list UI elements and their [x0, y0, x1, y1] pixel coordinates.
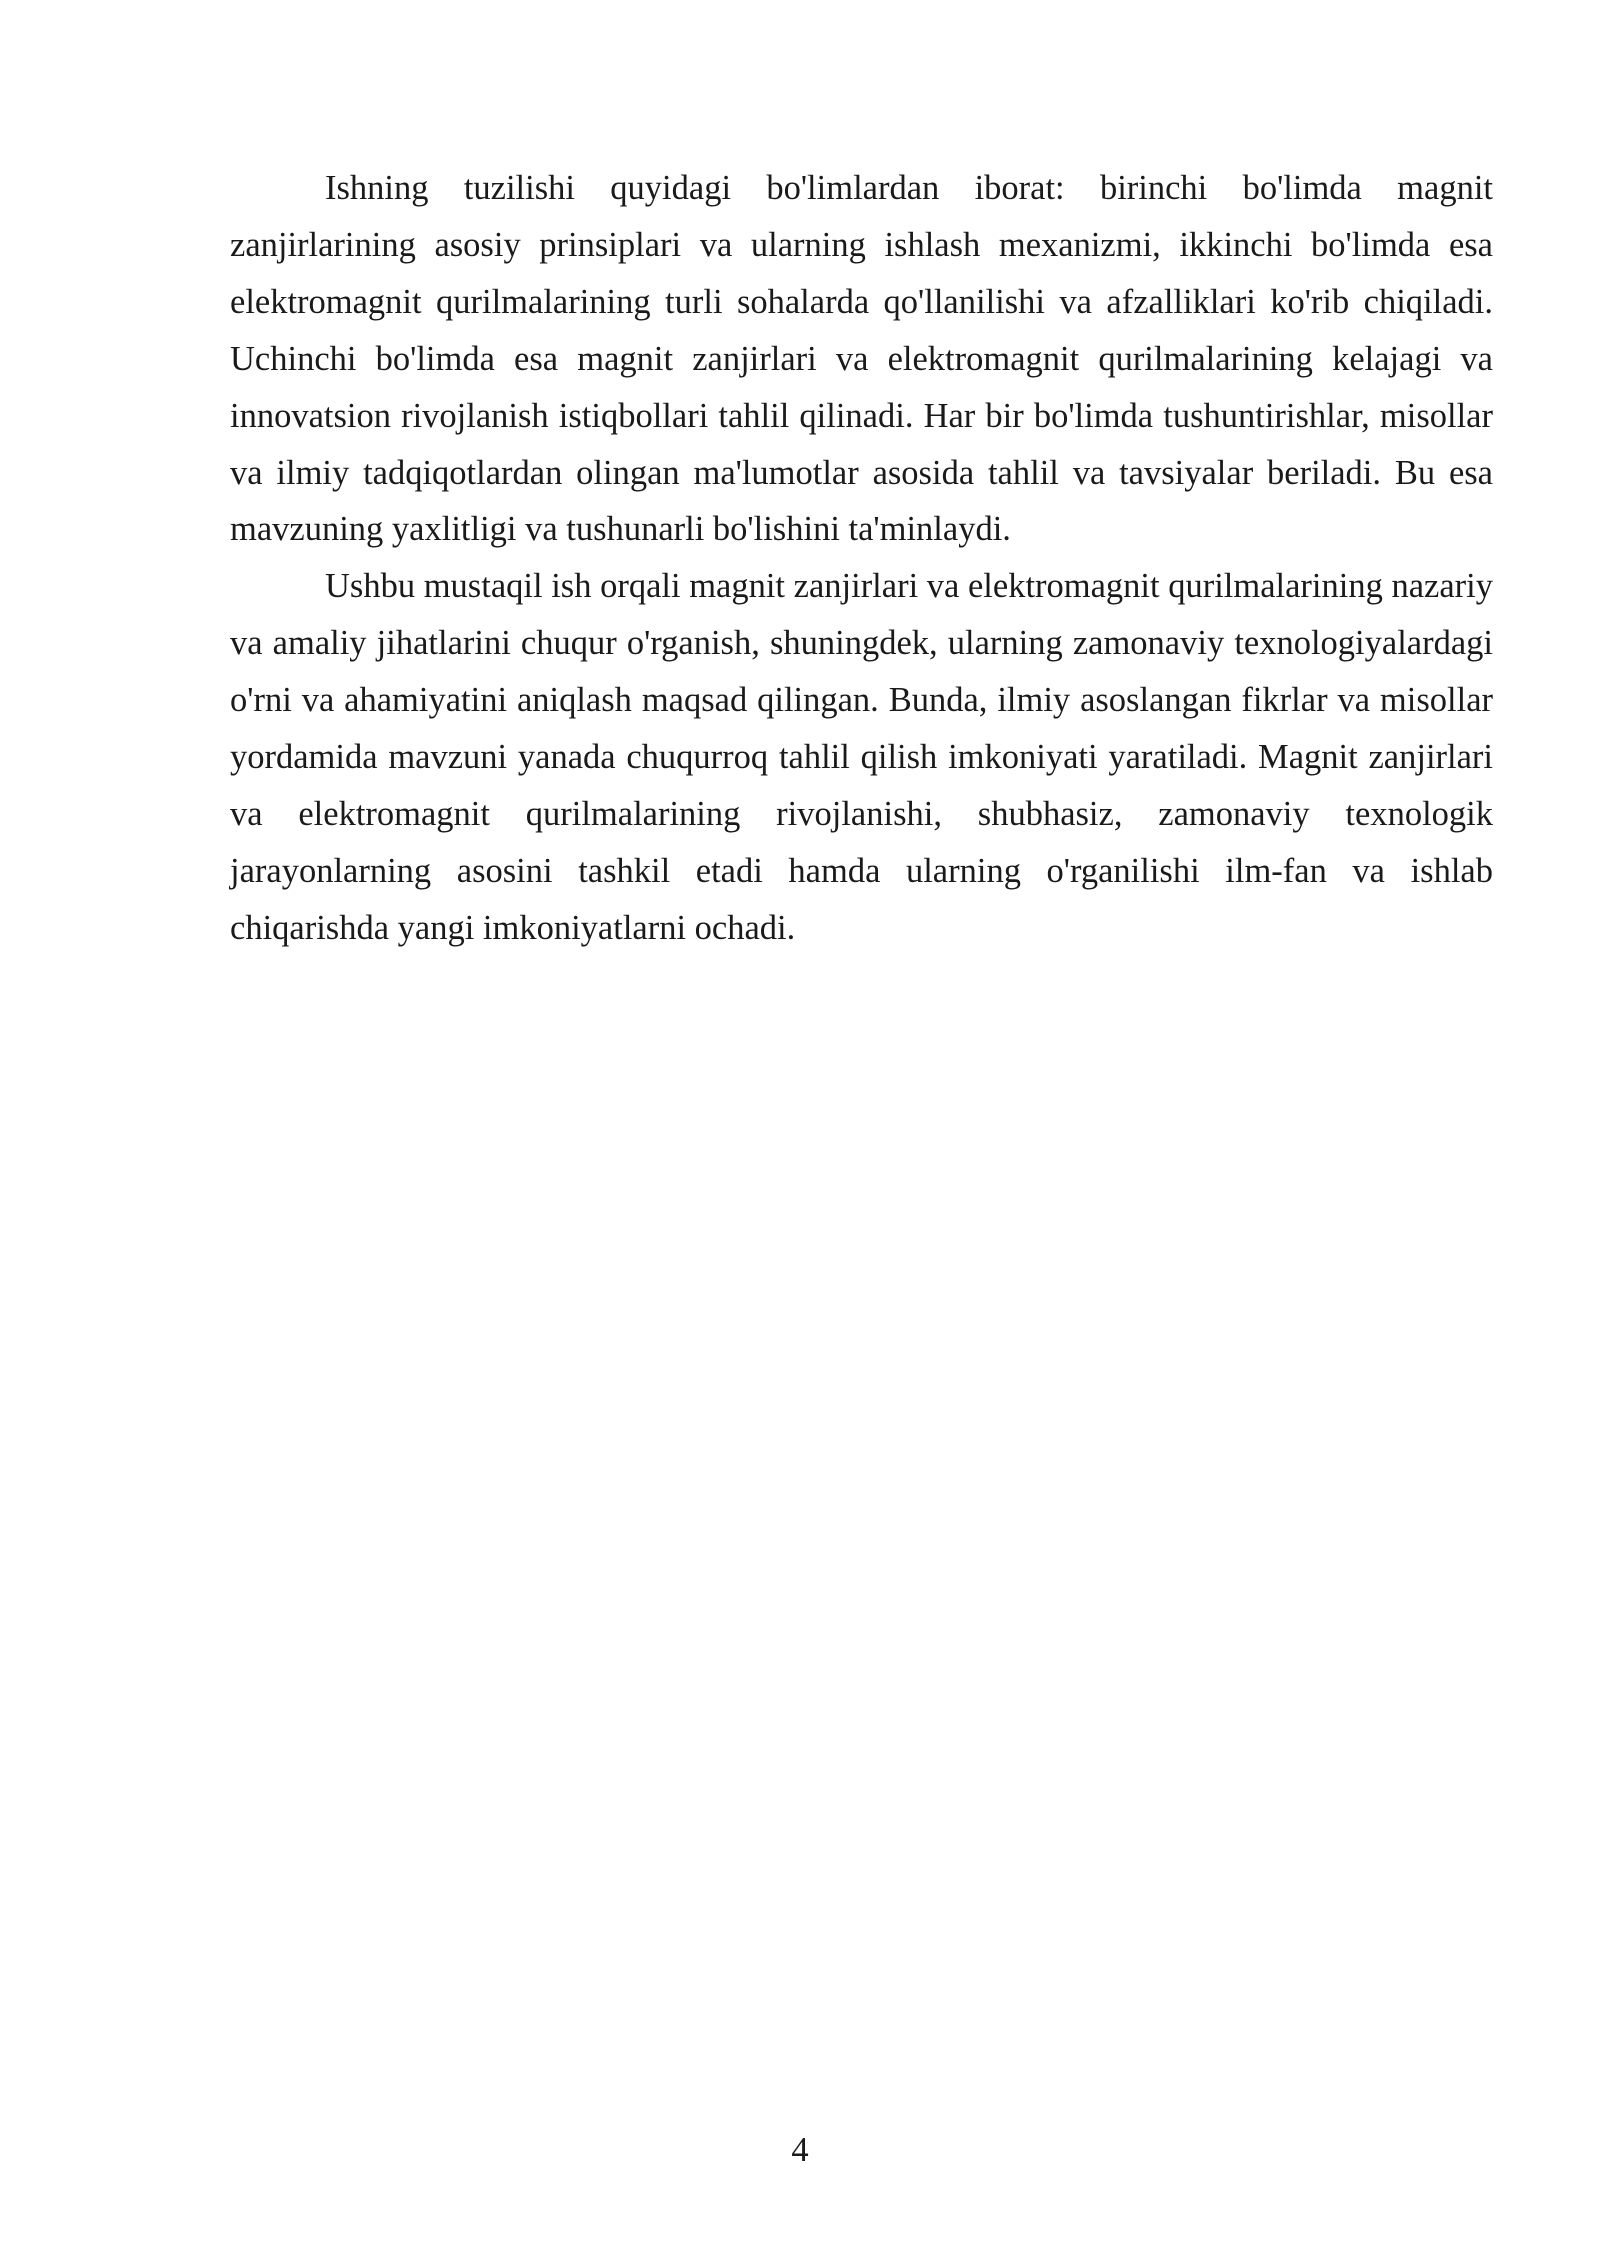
paragraph-purpose: Ushbu mustaqil ish orqali magnit zanjirlari va elektromagnit qurilmalarining nazariy va amaliy jihatlarini chuqur o'rganish, shuningdek, ularning zamonaviy texnologiyalardagi o'rni va ahamiyatini aniqlash maqsad qilingan. Bunda, ilmiy asoslangan fikrlar va misollar yordamida mavzuni yanada chuqurroq tahlil qilish imkoniyati yaratiladi. Magnit zanjirlari va elektromagnit qurilmalarining rivojlanishi, shubhasiz, zamonaviy texnologik jarayonlarning asosini tashkil etadi hamda ularning o'rganilishi ilm-fan va ishlab chiqarishda yangi imkoniyatlarni ochadi. [230, 567, 1493, 947]
page-number: 4 [791, 2131, 809, 2169]
body-text [230, 160, 1493, 957]
paragraph-structure: Ishning tuzilishi quyidagi bo'limlardan iborat: birinchi bo'limda magnit zanjirlarining asosiy prinsiplari va ularning ishlash mexanizmi, ikkinchi bo'limda esa elektromagnit qurilmalarining turli sohalarda qo'llanilishi va afzalliklari ko'rib chiqiladi. Uchinchi bo'limda esa magnit zanjirlari va elektromagnit qurilmalarining kelajagi va innovatsion rivojlanish istiqbollari tahlil qilinadi. Har bir bo'limda tushuntirishlar, misollar va ilmiy tadqiqotlardan olingan ma'lumotlar asosida tahlil va tavsiyalar beriladi. Bu esa mavzuning yaxlitligi va tushunarli bo'lishini ta'minlaydi. [230, 169, 1493, 549]
